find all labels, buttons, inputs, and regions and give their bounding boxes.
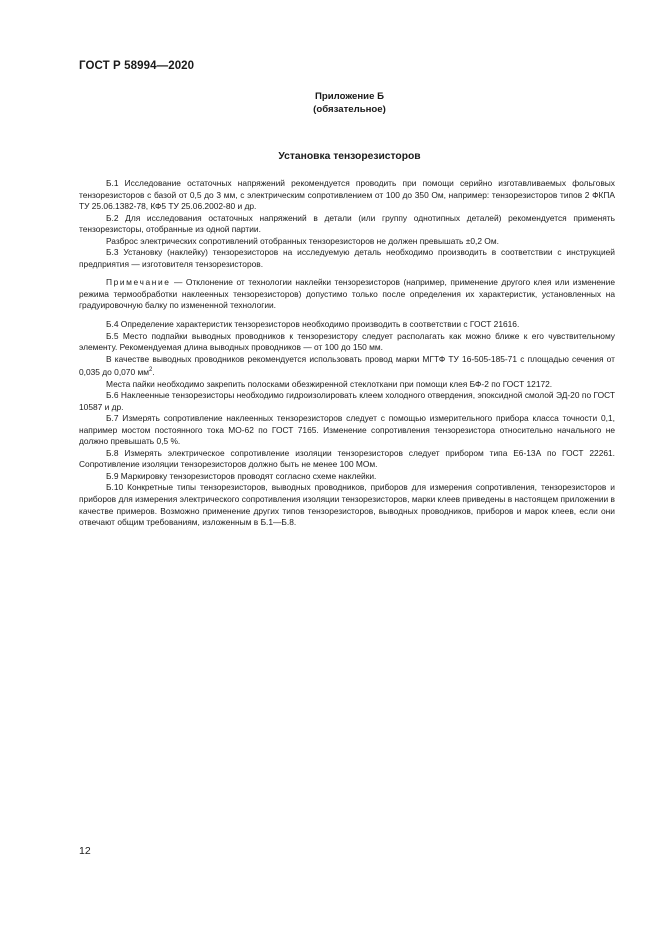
annex-body <box>79 178 615 529</box>
paragraph-b8: Б.8 Измерять электрическое сопротивление изоляции тензорезисторов следует прибором типа Е6-13А по ГОСТ 22261. Сопротивление изоляции тензорезисторов должно быть не менее 100 МОм. <box>79 447 615 470</box>
annex-heading <box>0 90 661 116</box>
paragraph-lead-wires <box>79 354 615 379</box>
paragraph-b7: Б.7 Измерять сопротивление наклеенных тензорезисторов следует с помощью измерительного прибора класса точности 0,1, например мостом постоянного тока МО-62 по ГОСТ 7165. Изменение сопротивления тензорезистора относительно начального не должно превышать 0,5 %. <box>79 413 615 447</box>
paragraph-b5: Б.5 Место подпайки выводных проводников к тензорезистору следует располагать как можно ближе к его чувствительному элементу. Рекомендуемая длина выводных проводников — от 100 до 150 мм. <box>79 330 615 353</box>
paragraph-b4: Б.4 Определение характеристик тензорезисторов необходимо производить в соответствии с ГОСТ 21616. <box>106 319 520 330</box>
note-label: Примечание <box>106 277 171 288</box>
paragraph-solder-joints: Места пайки необходимо закрепить полосками обезжиренной стеклоткани при помощи клея БФ-2 по ГОСТ 12172. <box>106 378 553 389</box>
lead-wires-text: В качестве выводных проводников рекомендуется использовать провод марки МГТФ ТУ 16-505-185-71 с площадью сечения от 0,035 до 0,070 мм <box>79 353 615 377</box>
note-text: — Отклонение от технологии наклейки тензорезисторов (например, применение другого клея или изменение режима термообработки наклеенных тензорезисторов) допустимо только после определения их характеристик, установленных на градуировочную балку по измененной технологии. <box>79 277 615 311</box>
paragraph-b2: Б.2 Для исследования остаточных напряжений в детали (или группу однотипных деталей) рекомендуется применять тензорезисторы, отобранные из одной партии. <box>79 212 615 235</box>
lead-wires-end: . <box>152 367 155 377</box>
note-paragraph <box>79 277 615 312</box>
annex-title: Установка тензорезисторов <box>278 151 421 162</box>
page-number: 12 <box>79 845 91 857</box>
paragraph-b10: Б.10 Конкретные типы тензорезисторов, выводных проводников, приборов для измерения сопротивления, тензорезисторов и приборов для измерения электрического сопротивления изоляции тензорезисторов, марки клеев приведены в настоящем приложении в качестве примеров. Возможно применение других типов тензорезисторов, выводных проводников, приборов и марок клеев, если они отвечают общим требованиям, изложенным в Б.1—Б.8. <box>79 482 615 528</box>
annex-label: Приложение Б <box>315 91 384 102</box>
paragraph-b6: Б.6 Наклеенные тензорезисторы необходимо гидроизолировать клеем холодного отвердения, эпоксидной смолой ЭД-20 по ГОСТ 10587 и др. <box>79 390 615 412</box>
paragraph-b9: Б.9 Маркировку тензорезисторов проводят согласно схеме наклейки. <box>106 470 377 481</box>
paragraph-b3: Б.3 Установку (наклейку) тензорезисторов на исследуемую деталь необходимо производить в соответствии с инструкцией предприятия — изготовителя тензорезисторов. <box>79 247 615 269</box>
standard-code-header: ГОСТ Р 58994—2020 <box>79 60 195 72</box>
annex-status: (обязательное) <box>313 104 386 115</box>
area-unit-superscript: 2 <box>148 367 153 374</box>
paragraph-b1: Б.1 Исследование остаточных напряжений рекомендуется проводить при помощи серийно изготавливаемых фольговых тензорезисторов с базой от 0,5 до 3 мм, с электрическим сопротивлением от 100 до 350 Ом, например: тензорезисторов типов 2 ФКПА ТУ 25.06.1382-78, КФ5 ТУ 25.06.2002-80 и др. <box>79 178 615 212</box>
paragraph-resistance-spread: Разброс электрических сопротивлений отобранных тензорезисторов не должен превышать ±0,2 Ом. <box>106 235 499 246</box>
